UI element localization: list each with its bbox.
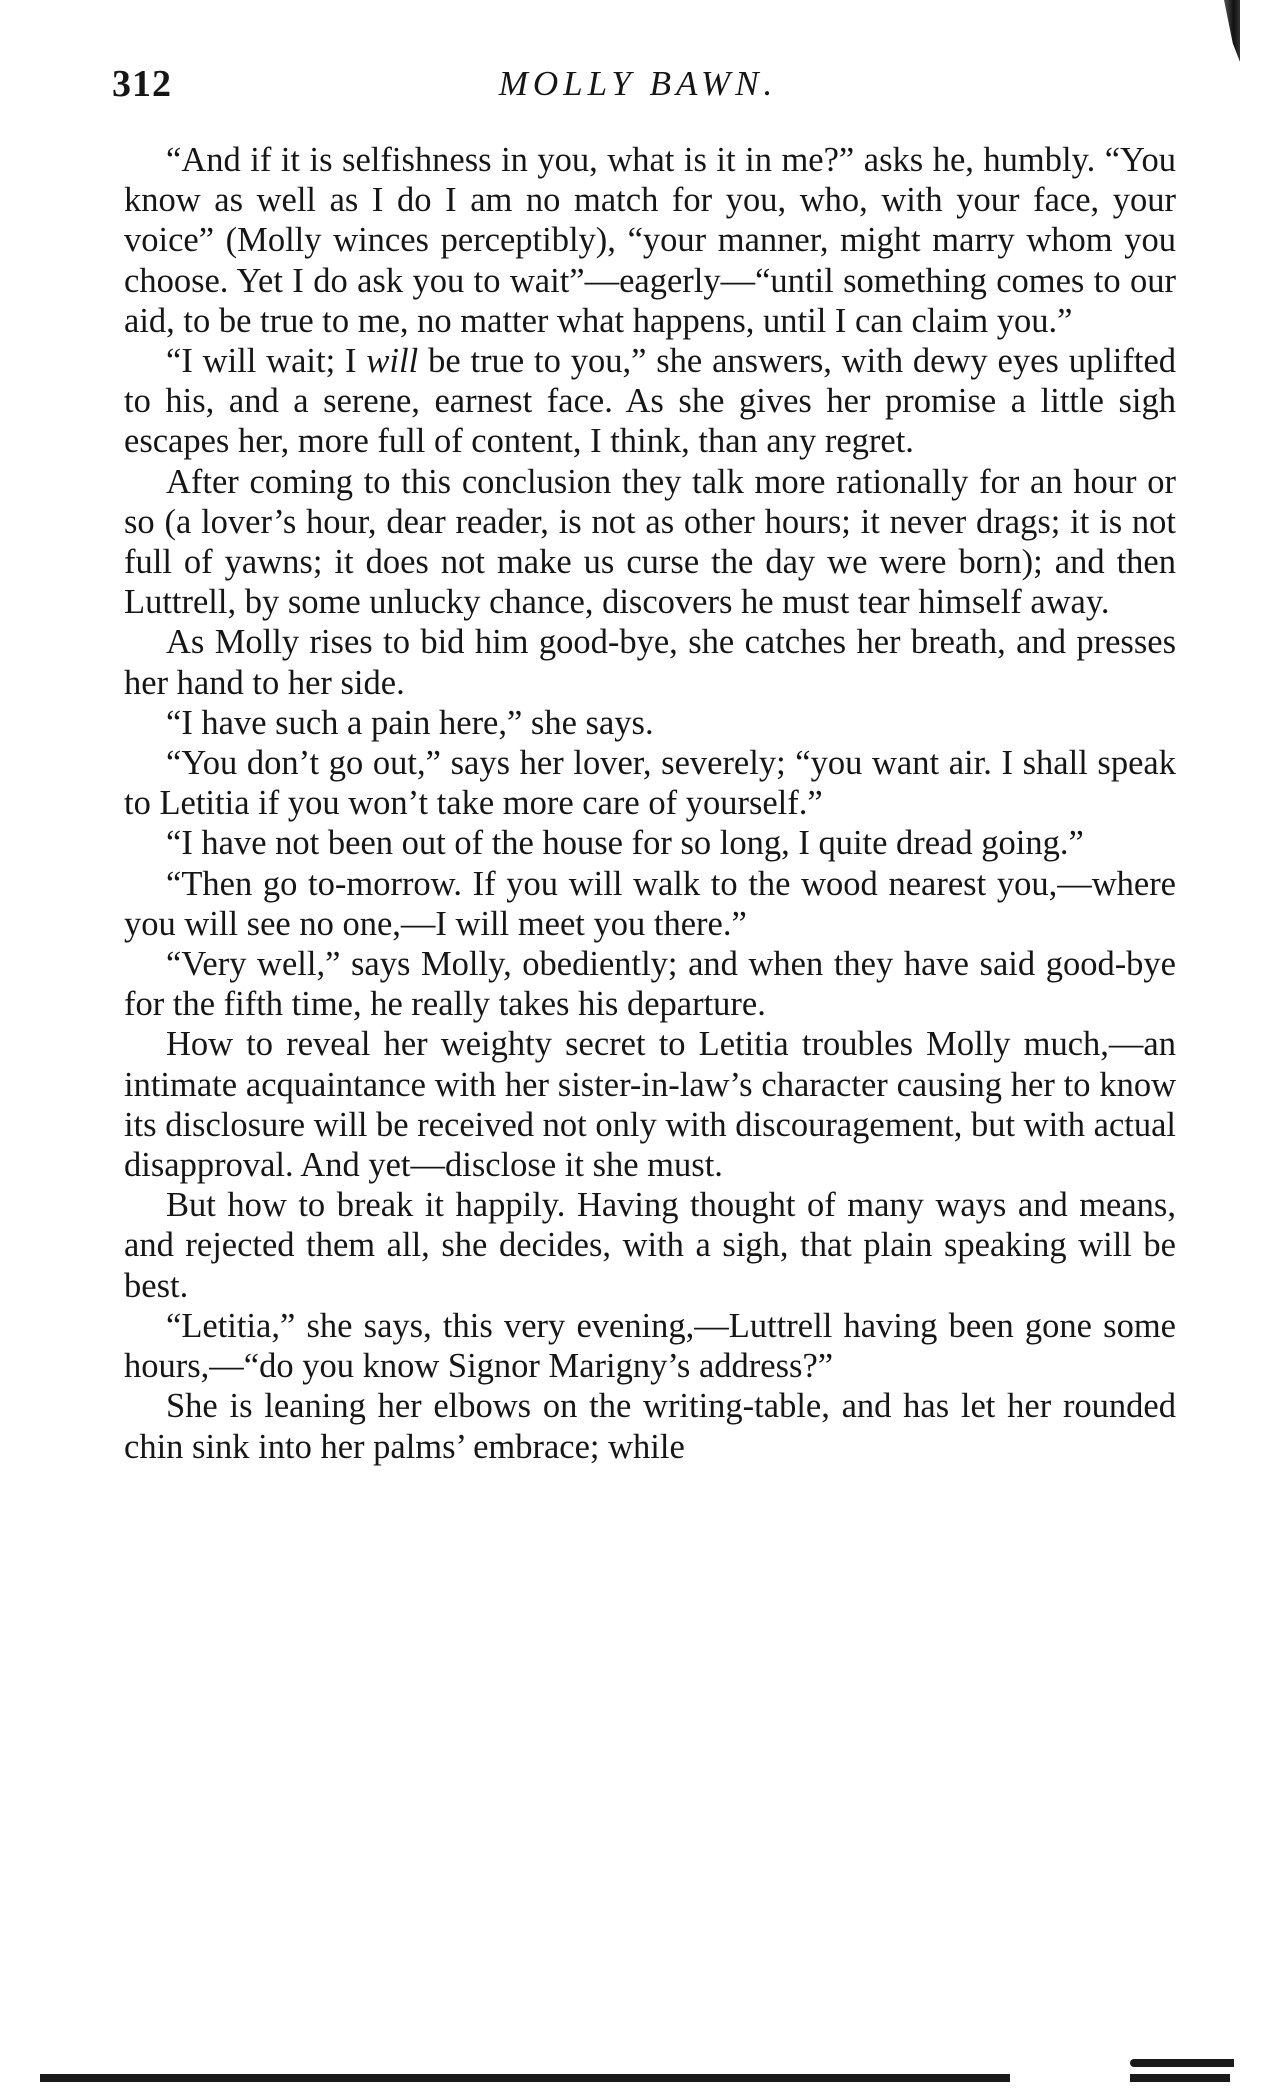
paragraph: “And if it is selfishness in you, what is it in me?” asks he, humbly. “You know as well as I do I am no match for you, who, with your face, your voice” (Molly winces perceptibly), “your manner, might marry whom you choose. Yet I do ask you to wait”—eagerly—“until something comes to our aid, to be true to me, no matter what happens, until I can claim you.”	[124, 141, 1176, 340]
paragraph	[124, 341, 1176, 462]
paragraph: “Very well,” says Molly, obediently; and when they have said good-bye for the fifth time, he really takes his departure.	[124, 945, 1176, 1024]
body-text	[124, 140, 1176, 1467]
paragraph: As Molly rises to bid him good-bye, she catches her breath, and presses her hand to her side.	[124, 623, 1176, 702]
paragraph: “I have such a pain here,” she says.	[166, 703, 654, 742]
bottom-flourish	[1130, 2059, 1234, 2067]
paragraph: “Then go to-morrow. If you will walk to the wood nearest you,—where you will see no one,—I will meet you there.”	[124, 864, 1176, 943]
paragraph: But how to break it happily. Having thought of many ways and means, and rejected them all, she decides, with a sigh, that plain speaking will be best.	[124, 1186, 1176, 1305]
paragraph: She is leaning her elbows on the writing-table, and has let her rounded chin sink into her palms’ embrace; while	[124, 1387, 1176, 1466]
paragraph: How to reveal her weighty secret to Letitia troubles Molly much,—an intimate acquaintance with her sister-in-law’s character causing her to know its disclosure will be received not only with discouragement, but with actual disapproval. And yet—disclose it she must.	[124, 1025, 1176, 1185]
paragraph-text: “I will wait; I	[166, 342, 367, 381]
paragraph: “I have not been out of the house for so long, I quite dread going.”	[166, 824, 1084, 863]
paragraph: “Letitia,” she says, this very evening,—Luttrell having been gone some hours,—“do you know Signor Marigny’s address?”	[124, 1306, 1176, 1386]
emphasis-word: will	[366, 342, 419, 381]
bottom-rule-gap	[1010, 2074, 1130, 2082]
paragraph: After coming to this conclusion they talk more rationally for an hour or so (a lover’s hour, dear reader, is not as other hours; it never drags; it is not full of yawns; it does not make us curse the day we were born); and then Luttrell, by some unlucky chance, discovers he must tear himself away.	[124, 462, 1176, 622]
page-number: 312	[112, 63, 172, 105]
paragraph-text: be true to you,” she answers, with dewy eyes uplifted to his, and a serene, earnest face. As she gives her promise a little sigh escapes her, more full of content, I think, than any regret.	[124, 342, 1177, 461]
page-corner-mark	[1224, 0, 1240, 62]
paragraph: “You don’t go out,” says her lover, severely; “you want air. I shall speak to Letitia if you won’t take more care of yourself.”	[124, 744, 1176, 823]
running-title: MOLLY BAWN.	[498, 64, 778, 103]
